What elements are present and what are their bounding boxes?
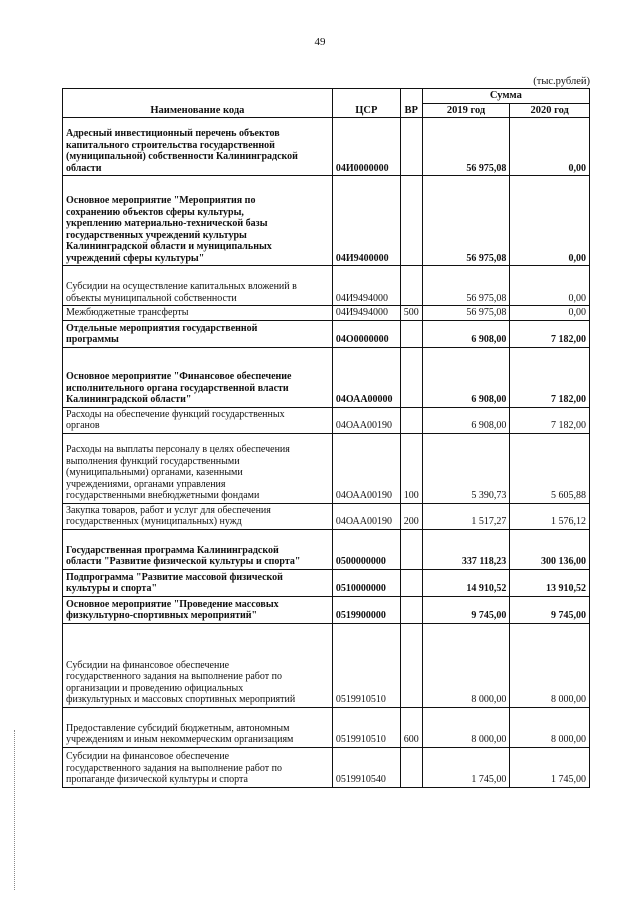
row-csr: 04И0000000	[332, 118, 400, 176]
row-vr: 200	[400, 503, 422, 529]
table-row	[63, 569, 590, 596]
row-name-line: Межбюджетные трансферты	[66, 307, 189, 318]
header-year-2020: 2020 год	[510, 103, 590, 118]
row-name-line: государственных (муниципальных) нужд	[66, 516, 242, 527]
row-csr: 0519910510	[332, 707, 400, 747]
row-vr	[400, 118, 422, 176]
row-vr	[400, 623, 422, 707]
row-name-line: физкультурно-спортивных мероприятий"	[66, 610, 258, 621]
row-name-line: (муниципальной) собственности Калининградской	[66, 151, 298, 162]
row-name-line: учреждений сферы культуры"	[66, 252, 205, 264]
row-name-line: учреждениям и иным некоммерческим организациям	[66, 734, 294, 745]
table-row	[63, 596, 590, 623]
table-row	[63, 433, 590, 503]
row-name-line: Основное мероприятие "Проведение массовых	[66, 598, 279, 610]
row-name-line: Расходы на обеспечение функций государственных	[66, 408, 285, 420]
row-name	[63, 569, 333, 596]
row-name-line: Закупка товаров, работ и услуг для обеспечения	[66, 504, 271, 516]
header-vr: ВР	[400, 89, 422, 118]
page-number: 49	[314, 36, 326, 48]
row-csr: 04ОАА00190	[332, 407, 400, 433]
row-name-line: Адресный инвестиционный перечень объектов	[66, 128, 280, 139]
row-2019: 1 517,27	[422, 503, 510, 529]
row-name-line: Субсидии на финансовое обеспечение	[66, 751, 230, 762]
row-name-line: Субсидии на осуществление капитальных вложений в	[66, 281, 297, 292]
table-row	[63, 707, 590, 747]
table-row	[63, 266, 590, 306]
row-vr	[400, 266, 422, 306]
row-name-line: органов	[66, 420, 100, 431]
row-name-line: Предоставление субсидий бюджетным, автономным	[66, 722, 290, 734]
row-vr: 600	[400, 707, 422, 747]
row-2019: 9 745,00	[422, 596, 510, 623]
header-year-2019: 2019 год	[422, 103, 510, 118]
table-row	[63, 118, 590, 176]
row-name-line: учреждениями, органами управления	[66, 478, 226, 490]
row-csr: 04И9400000	[332, 176, 400, 266]
row-vr	[400, 176, 422, 266]
row-2020: 8 000,00	[510, 623, 590, 707]
budget-table	[62, 88, 590, 788]
row-name-line: капитального строительства государственной	[66, 139, 275, 151]
row-csr: 04ОАА00190	[332, 433, 400, 503]
row-2020: 0,00	[510, 176, 590, 266]
row-name-line: области	[66, 162, 102, 174]
row-name	[63, 118, 333, 176]
row-name-line: Субсидии на финансовое обеспечение	[66, 659, 230, 671]
row-name-line: организации и проведению официальных	[66, 682, 244, 694]
row-name	[63, 623, 333, 707]
row-csr: 04ОАА00190	[332, 503, 400, 529]
row-name-line: Государственная программа Калининградской	[66, 544, 279, 556]
row-name	[63, 433, 333, 503]
table-row	[63, 407, 590, 433]
row-name-line: Отдельные мероприятия государственной	[66, 322, 258, 334]
row-name-line: Расходы на выплаты персоналу в целях обеспечения	[66, 444, 290, 455]
row-2020: 9 745,00	[510, 596, 590, 623]
row-vr	[400, 320, 422, 347]
row-csr: 04И9494000	[332, 306, 400, 321]
table-row	[63, 176, 590, 266]
scan-edge-mark	[14, 730, 16, 890]
row-2020: 0,00	[510, 266, 590, 306]
row-name	[63, 306, 333, 321]
row-name-line: государственных учреждений культуры	[66, 229, 247, 241]
row-name-line: исполнительного органа государственной власти	[66, 382, 289, 394]
row-name	[63, 747, 333, 787]
table-row	[63, 529, 590, 569]
row-name	[63, 596, 333, 623]
row-name-line: физкультурных и массовых спортивных мероприятий	[66, 694, 296, 705]
row-name-line: Основное мероприятие "Финансовое обеспечение	[66, 371, 292, 382]
table-row	[63, 306, 590, 321]
row-name	[63, 407, 333, 433]
row-2020: 5 605,88	[510, 433, 590, 503]
table-row	[63, 347, 590, 407]
row-2020: 0,00	[510, 306, 590, 321]
row-vr: 500	[400, 306, 422, 321]
row-2019: 56 975,08	[422, 266, 510, 306]
row-2019: 14 910,52	[422, 569, 510, 596]
table-row	[63, 320, 590, 347]
row-name	[63, 320, 333, 347]
table-row	[63, 503, 590, 529]
row-2019: 6 908,00	[422, 347, 510, 407]
row-name	[63, 529, 333, 569]
row-name-line: государственного задания на выполнение работ по	[66, 762, 282, 774]
row-csr: 0519900000	[332, 596, 400, 623]
row-2020: 0,00	[510, 118, 590, 176]
row-name-line: Калининградской области"	[66, 394, 192, 405]
row-name-line: пропаганде физической культуры и спорта	[66, 774, 248, 785]
row-csr: 0510000000	[332, 569, 400, 596]
header-sum: Сумма	[422, 89, 589, 104]
row-2019: 6 908,00	[422, 320, 510, 347]
row-name	[63, 707, 333, 747]
row-csr: 0519910510	[332, 623, 400, 707]
row-vr	[400, 529, 422, 569]
row-name-line: культуры и спорта"	[66, 583, 158, 594]
row-name-line: Подпрограмма "Развитие массовой физической	[66, 571, 283, 583]
table-body	[63, 118, 590, 788]
row-2020: 13 910,52	[510, 569, 590, 596]
row-name-line: государственного задания на выполнение работ по	[66, 671, 282, 682]
row-2019: 56 975,08	[422, 118, 510, 176]
row-name-line: объекты муниципальной собственности	[66, 292, 237, 304]
row-2019: 8 000,00	[422, 623, 510, 707]
header-csr: ЦСР	[332, 89, 400, 118]
row-2020: 8 000,00	[510, 707, 590, 747]
row-vr: 100	[400, 433, 422, 503]
row-name-line: области "Развитие физической культуры и спорта"	[66, 556, 301, 567]
row-name	[63, 503, 333, 529]
row-name	[63, 266, 333, 306]
row-csr: 0519910540	[332, 747, 400, 787]
row-2019: 56 975,08	[422, 176, 510, 266]
table-row	[63, 747, 590, 787]
row-name-line: Калининградской области и муниципальных	[66, 241, 272, 252]
row-vr	[400, 569, 422, 596]
row-name-line: Основное мероприятие "Мероприятия по	[66, 195, 256, 206]
row-2020: 7 182,00	[510, 320, 590, 347]
row-name-line: укреплению материально-технической базы	[66, 218, 268, 229]
row-name-line: государственными внебюджетными фондами	[66, 490, 260, 501]
row-2020: 1 576,12	[510, 503, 590, 529]
row-csr: 04О0000000	[332, 320, 400, 347]
row-2020: 7 182,00	[510, 407, 590, 433]
row-vr	[400, 747, 422, 787]
row-2020: 300 136,00	[510, 529, 590, 569]
row-name-line: программы	[66, 334, 119, 345]
row-name-line: выполнения функций государственными	[66, 455, 240, 467]
row-2020: 7 182,00	[510, 347, 590, 407]
row-vr	[400, 347, 422, 407]
row-2019: 6 908,00	[422, 407, 510, 433]
row-2019: 56 975,08	[422, 306, 510, 321]
header-name: Наименование кода	[63, 89, 333, 118]
row-2019: 5 390,73	[422, 433, 510, 503]
row-vr	[400, 407, 422, 433]
row-name-line: сохранению объектов сферы культуры,	[66, 206, 244, 218]
row-2020: 1 745,00	[510, 747, 590, 787]
row-csr: 04ОАА00000	[332, 347, 400, 407]
row-2019: 8 000,00	[422, 707, 510, 747]
row-csr: 0500000000	[332, 529, 400, 569]
table-row	[63, 623, 590, 707]
units-label: (тыс.рублей)	[533, 76, 590, 87]
row-vr	[400, 596, 422, 623]
row-csr: 04И9494000	[332, 266, 400, 306]
row-2019: 337 118,23	[422, 529, 510, 569]
row-name	[63, 347, 333, 407]
row-2019: 1 745,00	[422, 747, 510, 787]
row-name-line: (муниципальными) органами, казенными	[66, 467, 243, 478]
row-name	[63, 176, 333, 266]
